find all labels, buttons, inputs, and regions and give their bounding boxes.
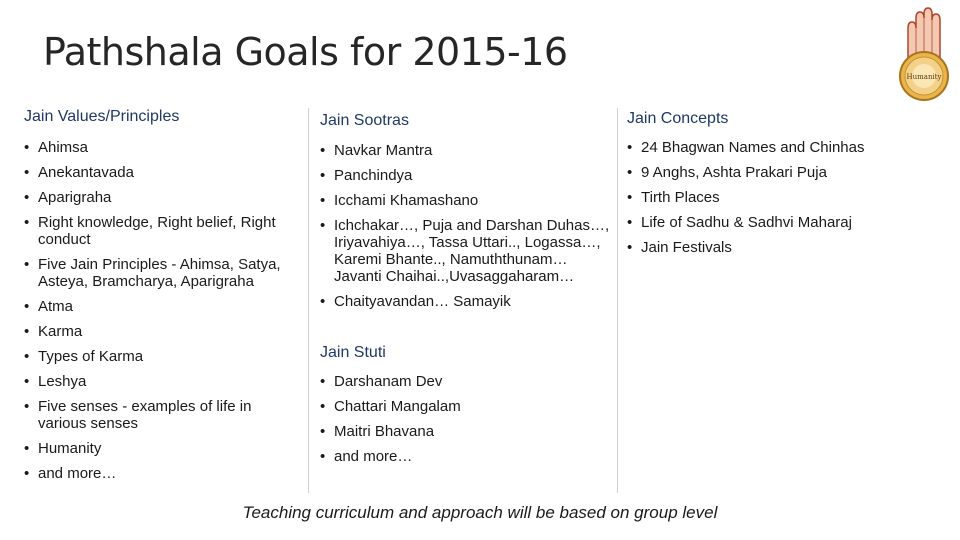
heading-jain-concepts: Jain Concepts — [627, 110, 729, 127]
list-item: • Ahimsa — [24, 139, 299, 156]
heading-jain-values: Jain Values/Principles — [24, 108, 180, 125]
list-item: • Tirth Places — [627, 189, 927, 206]
list-item: • Leshya — [24, 373, 299, 390]
column-jain-values — [24, 108, 299, 482]
list-item: • Humanity — [24, 440, 299, 457]
list-item: • Chattari Mangalam — [320, 398, 610, 415]
list-jain-stuti — [320, 373, 610, 465]
list-item: • Icchami Khamashano — [320, 192, 610, 209]
list-item: • Jain Festivals — [627, 239, 927, 256]
column-divider — [308, 108, 309, 493]
list-item: • and more… — [24, 465, 299, 482]
list-item: • Right knowledge, Right belief, Right conduct — [24, 214, 299, 248]
heading-jain-stuti: Jain Stuti — [320, 344, 386, 361]
list-item: • Five senses - examples of life in various senses — [24, 398, 299, 432]
list-item: • Types of Karma — [24, 348, 299, 365]
footer-note: Teaching curriculum and approach will be based on group level — [242, 503, 718, 522]
list-item: • Life of Sadhu & Sadhvi Maharaj — [627, 214, 927, 231]
list-item: • Chaityavandan… Samayik — [320, 293, 610, 310]
logo-text: Humanity — [906, 73, 942, 81]
list-item: • Atma — [24, 298, 299, 315]
column-jain-sootras — [320, 108, 610, 465]
list-item: • Five Jain Principles - Ahimsa, Satya, Asteya, Bramcharya, Aparigraha — [24, 256, 299, 290]
list-item: • Aparigraha — [24, 189, 299, 206]
list-item: • Darshanam Dev — [320, 373, 610, 390]
list-item: • Anekantavada — [24, 164, 299, 181]
list-jain-sootras — [320, 142, 610, 310]
list-item: • 9 Anghs, Ashta Prakari Puja — [627, 164, 927, 181]
column-divider — [617, 108, 618, 493]
list-jain-values — [24, 139, 299, 482]
list-jain-concepts — [627, 139, 927, 256]
list-item: • Ichchakar…, Puja and Darshan Duhas…, Iriyavahiya…, Tassa Uttari.., Logassa…, Karemi Bhante.., Namuththunam… Javanti Chaihai..,Uvasaggaharam… — [320, 217, 610, 285]
list-item: • 24 Bhagwan Names and Chinhas — [627, 139, 927, 156]
list-item: • Panchindya — [320, 167, 610, 184]
page-title: Pathshala Goals for 2015-16 — [43, 30, 568, 74]
heading-jain-sootras: Jain Sootras — [320, 112, 409, 129]
jain-symbol-logo — [896, 6, 952, 102]
list-item: • and more… — [320, 448, 610, 465]
list-item: • Navkar Mantra — [320, 142, 610, 159]
list-item: • Karma — [24, 323, 299, 340]
list-item: • Maitri Bhavana — [320, 423, 610, 440]
column-jain-concepts — [627, 108, 927, 256]
